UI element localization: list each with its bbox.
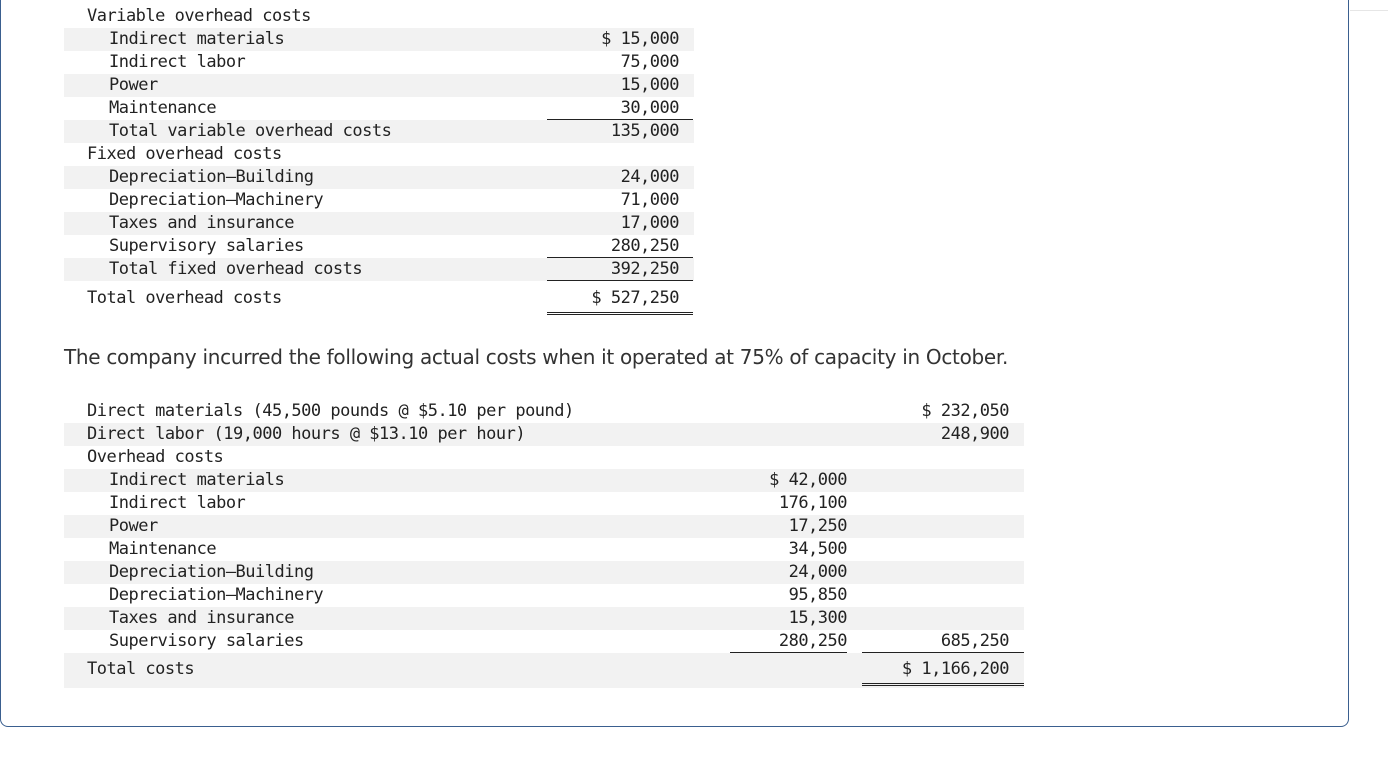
row-amount: $ 15,000	[601, 29, 679, 49]
table-row	[64, 235, 694, 258]
double-underline	[862, 683, 1024, 686]
table-row	[64, 653, 1024, 688]
row-amount: 15,300	[788, 608, 847, 628]
intro-sentence: The company incurred the following actual costs when it operated at 75% of capacity in October.	[64, 345, 1009, 369]
row-label: Indirect materials	[109, 29, 285, 49]
row-label: Total overhead costs	[87, 288, 282, 308]
row-label: Supervisory salaries	[109, 631, 304, 651]
row-amount: 24,000	[788, 562, 847, 582]
row-label: Indirect materials	[109, 470, 285, 490]
row-amount: 15,000	[620, 75, 679, 95]
budget-overhead-table	[64, 5, 694, 315]
variable-overhead-header: Variable overhead costs	[87, 6, 311, 26]
row-label: Supervisory salaries	[109, 236, 304, 256]
row-label: Depreciation—Machinery	[109, 190, 324, 210]
row-amount: 17,250	[788, 516, 847, 536]
row-label: Direct materials (45,500 pounds @ $5.10 per pound)	[87, 401, 574, 421]
table-row	[64, 97, 694, 120]
row-amount: 30,000	[620, 98, 679, 118]
row-label: Total costs	[87, 659, 195, 679]
row-amount: 280,250	[778, 631, 847, 651]
row-label: Indirect labor	[109, 493, 246, 513]
row-label: Depreciation—Machinery	[109, 585, 324, 605]
table-row	[64, 189, 694, 212]
row-amount: $ 42,000	[769, 470, 847, 490]
row-label: Maintenance	[109, 539, 217, 559]
row-label: Total fixed overhead costs	[109, 259, 363, 279]
overhead-total-amount: 685,250	[940, 631, 1009, 651]
table-row	[64, 143, 694, 166]
table-row	[64, 446, 1024, 469]
table-row	[64, 281, 694, 315]
row-amount: 280,250	[610, 236, 679, 256]
actual-costs-table	[64, 400, 1024, 688]
row-amount: 71,000	[620, 190, 679, 210]
table-row	[64, 400, 1024, 423]
row-label: Taxes and insurance	[109, 608, 294, 628]
table-row	[64, 120, 694, 143]
row-amount: 17,000	[620, 213, 679, 233]
row-amount: $ 1,166,200	[901, 659, 1009, 679]
table-row	[64, 74, 694, 97]
fixed-overhead-header: Fixed overhead costs	[87, 144, 282, 164]
row-amount: 34,500	[788, 539, 847, 559]
table-row	[64, 258, 694, 281]
top-divider	[1350, 10, 1388, 11]
table-row	[64, 561, 1024, 584]
row-label: Depreciation—Building	[109, 167, 314, 187]
row-amount: 135,000	[610, 121, 679, 141]
table-row	[64, 515, 1024, 538]
table-row	[64, 28, 694, 51]
row-amount: 24,000	[620, 167, 679, 187]
table-row	[64, 5, 694, 28]
table-row	[64, 538, 1024, 561]
table-row	[64, 584, 1024, 607]
row-amount: $ 232,050	[921, 401, 1009, 421]
row-label: Power	[109, 75, 158, 95]
row-amount: 75,000	[620, 52, 679, 72]
table-row	[64, 492, 1024, 515]
row-label: Indirect labor	[109, 52, 246, 72]
row-amount: 248,900	[940, 424, 1009, 444]
row-label: Total variable overhead costs	[109, 121, 392, 141]
table-row	[64, 51, 694, 74]
row-amount: 392,250	[610, 259, 679, 279]
row-label: Taxes and insurance	[109, 213, 294, 233]
double-underline	[547, 312, 693, 315]
table-row	[64, 166, 694, 189]
table-row	[64, 423, 1024, 446]
overhead-costs-header: Overhead costs	[87, 447, 224, 467]
row-label: Maintenance	[109, 98, 217, 118]
table-row	[64, 469, 1024, 492]
row-label: Power	[109, 516, 158, 536]
table-row	[64, 212, 694, 235]
table-row	[64, 630, 1024, 653]
row-amount: 176,100	[778, 493, 847, 513]
row-label: Direct labor (19,000 hours @ $13.10 per hour)	[87, 424, 526, 444]
row-label: Depreciation—Building	[109, 562, 314, 582]
table-row	[64, 607, 1024, 630]
row-amount: 95,850	[788, 585, 847, 605]
row-amount: $ 527,250	[591, 288, 679, 308]
